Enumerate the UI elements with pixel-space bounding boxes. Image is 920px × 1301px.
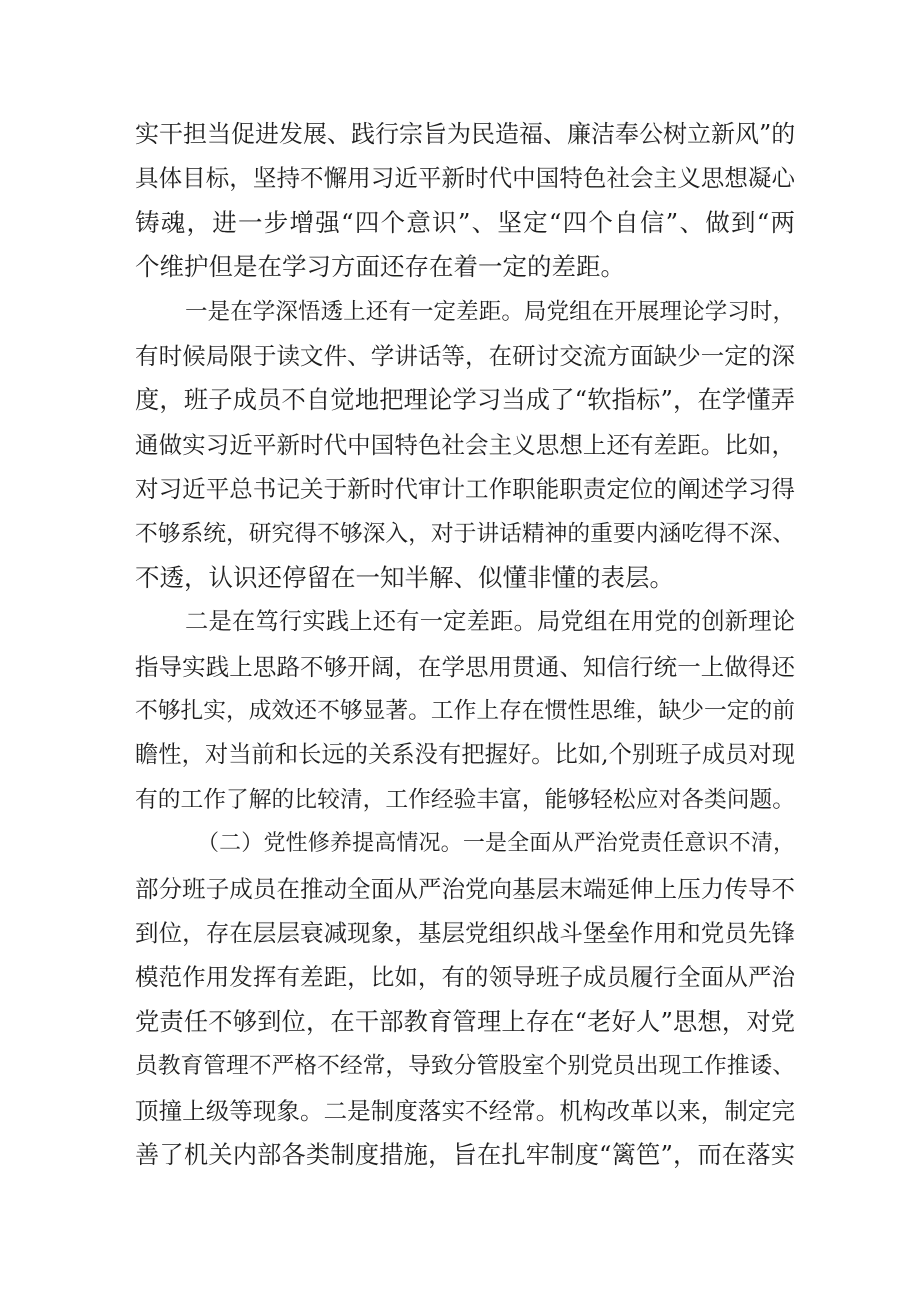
text-line: 铸魂，进一步增强“四个意识”、坚定“四个自信”、做到“两 xyxy=(135,207,795,237)
text-line: （二）党性修养提高情况。一是全面从严治党责任意识不清， xyxy=(197,831,795,857)
text-line: 通做实习近平新时代中国特色社会主义思想上还有差距。比如， xyxy=(135,430,795,459)
text-line: 有时候局限于读文件、学讲话等，在研讨交流方面缺少一定的深 xyxy=(135,341,795,370)
text-line: 对习近平总书记关于新时代审计工作职能职责定位的阐述学习得 xyxy=(135,475,795,504)
document-body xyxy=(135,112,795,1177)
paragraph-1 xyxy=(135,112,795,290)
text-line: 部分班子成员在推动全面从严治党向基层末端延伸上压力传导不 xyxy=(135,874,795,903)
text-line: 二是在笃行实践上还有一定差距。局党组在用党的创新理论 xyxy=(185,608,795,636)
paragraph-2 xyxy=(135,290,795,601)
text-line: 具体目标，坚持不懈用习近平新时代中国特色社会主义思想凝心 xyxy=(135,164,795,193)
text-line: 不够系统，研究得不够深入，对于讲话精神的重要内涵吃得不深、 xyxy=(135,520,795,547)
text-line: 顶撞上级等现象。二是制度落实不经常。机构改革以来，制定完 xyxy=(135,1096,795,1125)
text-line: 瞻性，对当前和长远的关系没有把握好。比如,个别班子成员对现 xyxy=(135,741,795,769)
text-line: 有的工作了解的比较清，工作经验丰富，能够轻松应对各类问题。 xyxy=(135,786,795,813)
text-line: 度，班子成员不自觉地把理论学习当成了“软指标”，在学懂弄 xyxy=(135,385,795,415)
text-line: 党责任不够到位，在干部教育管理上存在“老好人”思想，对党 xyxy=(135,1006,795,1036)
paragraph-3 xyxy=(135,600,795,822)
text-line: 善了机关内部各类制度措施，旨在扎牢制度“篱笆”，而在落实 xyxy=(135,1139,795,1169)
text-line: 不透，认识还停留在一知半解、似懂非懂的表层。 xyxy=(135,562,674,592)
text-line: 到位，存在层层衰减现象，基层党组织战斗堡垒作用和党员先锋 xyxy=(135,919,795,948)
text-line: 个维护但是在学习方面还存在着一定的差距。 xyxy=(135,252,625,282)
text-line: 不够扎实，成效还不够显著。工作上存在惯性思维，缺少一定的前 xyxy=(135,698,795,725)
paragraph-4 xyxy=(135,822,795,1177)
text-line: 实干担当促进发展、践行宗旨为民造福、廉洁奉公树立新风”的 xyxy=(135,120,796,148)
text-line: 员教育管理不严格不经常，导致分管股室个别党员出现工作推诿、 xyxy=(135,1053,795,1080)
text-line: 模范作用发挥有差距，比如，有的领导班子成员履行全面从严治 xyxy=(135,963,795,992)
text-line: 一是在学深悟透上还有一定差距。局党组在开展理论学习时， xyxy=(185,298,795,325)
text-line: 指导实践上思路不够开阔，在学思用贯通、知信行统一上做得还 xyxy=(135,652,795,681)
